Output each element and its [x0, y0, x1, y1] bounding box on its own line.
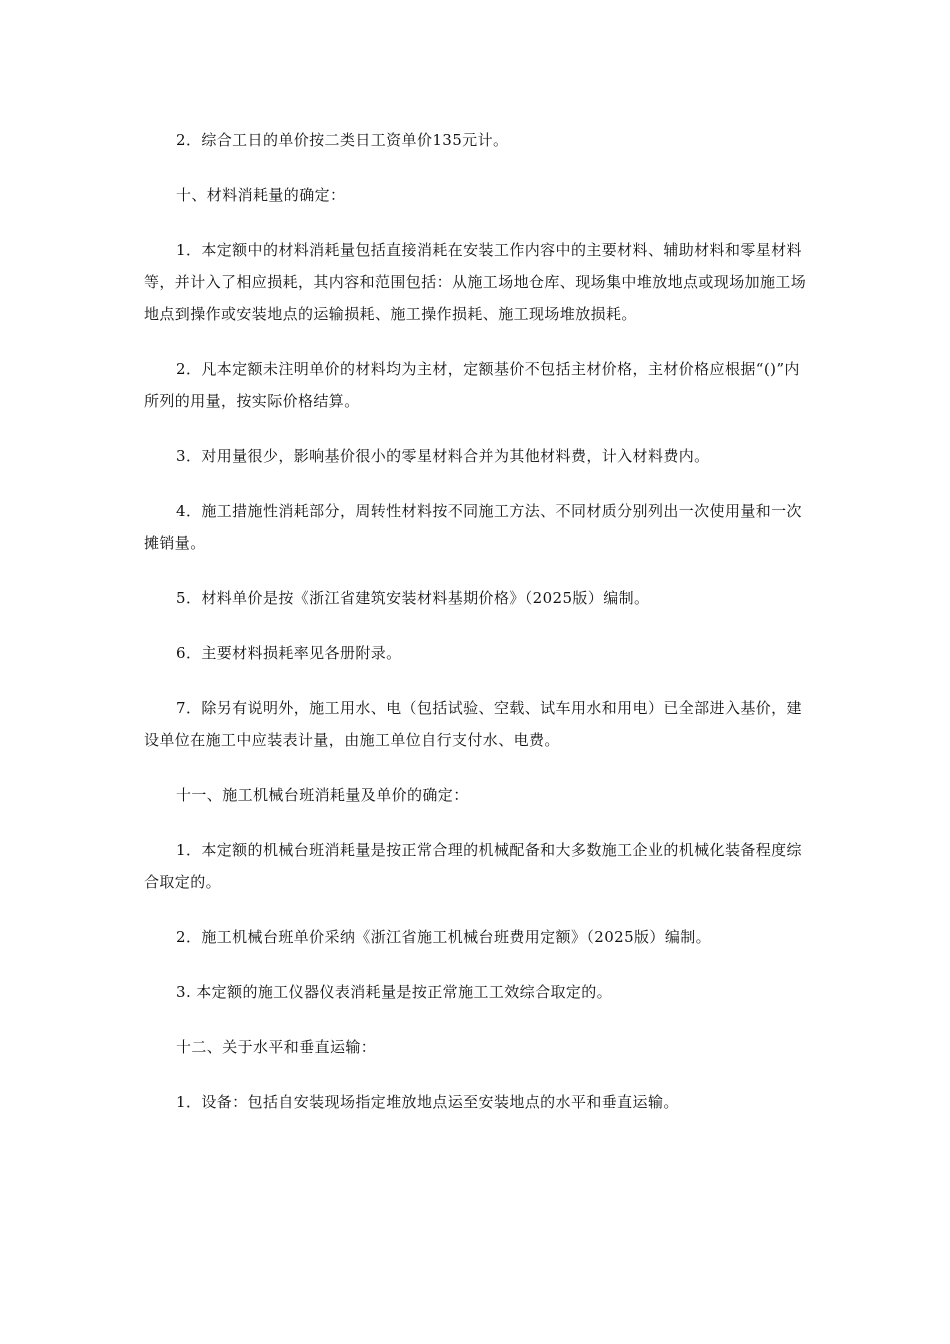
paragraph-material-unit-price: 5．材料单价是按《浙江省建筑安装材料基期价格》（2025版）编制。	[176, 589, 650, 607]
paragraph-main-material-pricing: 2．凡本定额未注明单价的材料均为主材，定额基价不包括主材价格，主材价格应根据“()”内所列的用量，按实际价格结算。	[144, 360, 800, 410]
paragraph-loss-rate: 6．主要材料损耗率见各册附录。	[176, 644, 402, 662]
paragraph-machinery-consumption: 1．本定额的机械台班消耗量是按正常合理的机械配备和大多数施工企业的机械化装备程度综合取定的。	[144, 841, 802, 891]
paragraph-labor-unit-price: 2．综合工日的单价按二类日工资单价135元计。	[176, 131, 509, 149]
paragraph-equipment-transport: 1．设备：包括自安装现场指定堆放地点运至安装地点的水平和垂直运输。	[176, 1093, 679, 1111]
paragraph-material-consumption-scope: 1．本定额中的材料消耗量包括直接消耗在安装工作内容中的主要材料、辅助材料和零星材料等，并计入了相应损耗，其内容和范围包括：从施工场地仓库、现场集中堆放地点或现场加施工场地点到操作或安装地点的运输损耗、施工操作损耗、施工现场堆放损耗。	[144, 241, 807, 323]
document-body	[144, 124, 812, 1141]
section-heading-material-consumption: 十、材料消耗量的确定：	[176, 186, 346, 204]
section-heading-machinery: 十一、施工机械台班消耗量及单价的确定：	[176, 786, 469, 804]
section-heading-transport: 十二、关于水平和垂直运输：	[176, 1038, 377, 1056]
paragraph-water-electricity: 7．除另有说明外，施工用水、电（包括试验、空载、试车用水和用电）已全部进入基价，建设单位在施工中应装表计量，由施工单位自行支付水、电费。	[144, 699, 802, 749]
paragraph-minor-materials: 3．对用量很少，影响基价很小的零星材料合并为其他材料费，计入材料费内。	[176, 447, 710, 465]
paragraph-turnover-materials: 4．施工措施性消耗部分，周转性材料按不同施工方法、不同材质分别列出一次使用量和一次摊销量。	[144, 502, 802, 552]
paragraph-instrument-consumption: 3. 本定额的施工仪器仪表消耗量是按正常施工工效综合取定的。	[176, 983, 613, 1001]
paragraph-machinery-unit-price: 2．施工机械台班单价采纳《浙江省施工机械台班费用定额》（2025版）编制。	[176, 928, 712, 946]
